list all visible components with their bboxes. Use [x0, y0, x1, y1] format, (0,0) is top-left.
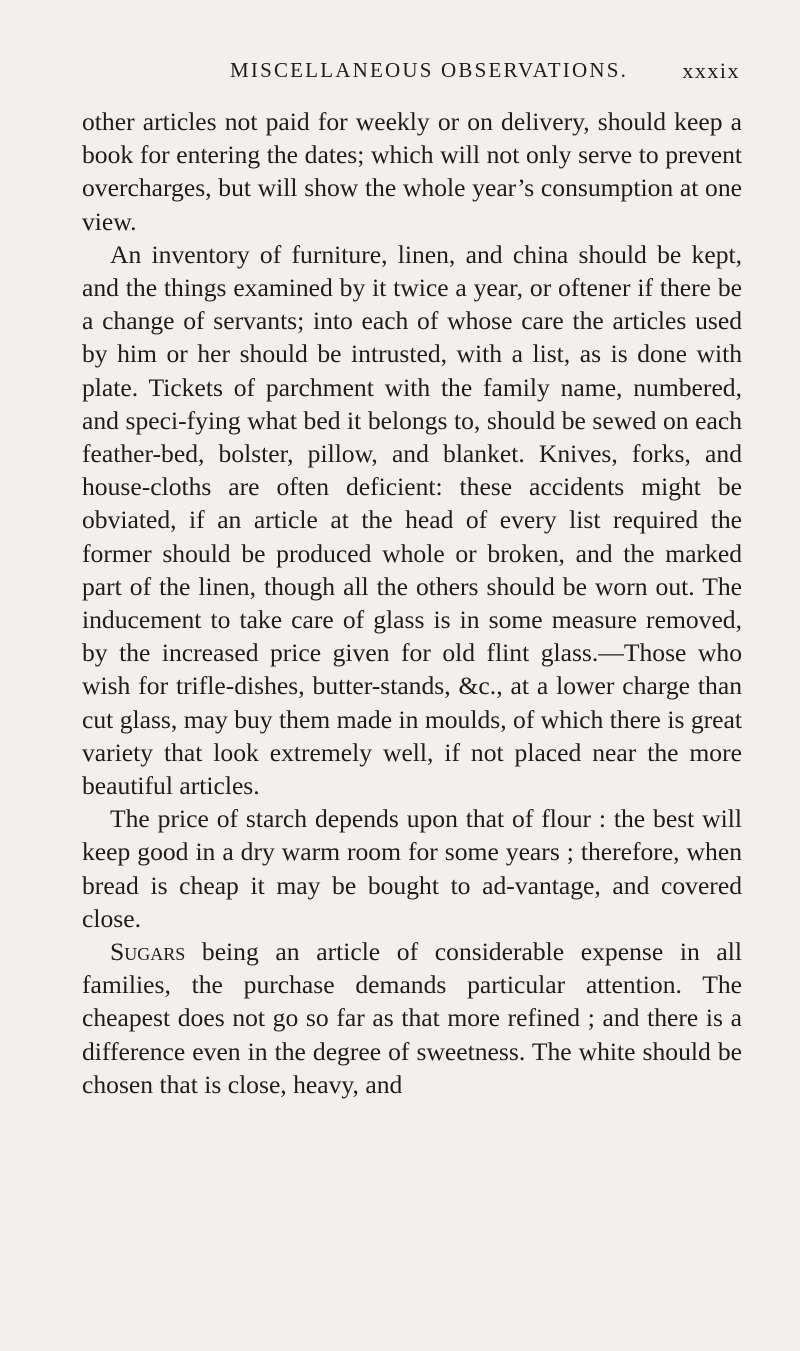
paragraph-starch: The price of starch depends upon that of flour : the best will keep good in a dry warm room for some years ; therefore, when bread is cheap it may be bought to ad-vantage, and covered close. [82, 804, 742, 933]
paragraph-sugars-lead: Sugars [110, 937, 186, 967]
page-number: xxxix [682, 58, 740, 83]
paragraph-sugars [82, 935, 742, 1101]
running-title: MISCELLANEOUS OBSERVATIONS. [230, 58, 629, 82]
running-head [0, 58, 800, 98]
paragraph-continuation: other articles not paid for weekly or on delivery, should keep a book for entering the dates; which will not only serve to prevent overcharges, but will show the whole year’s consumption at one view. [82, 107, 742, 236]
paragraph-inventory: An inventory of furniture, linen, and china should be kept, and the things examined by it twice a year, or oftener if there be a change of servants; into each of whose care the articles used by him or her should be intrusted, with a list, as is done with plate. Tickets of parchment with the family name, numbered, and speci-fying what bed it belongs to, should be sewed on each feather-bed, bolster, pillow, and blanket. Knives, forks, and house-cloths are often deficient: these accidents might be obviated, if an article at the head of every list required the former should be produced whole or broken, and the marked part of the linen, though all the others should be worn out. The inducement to take care of glass is in some measure removed, by the increased price given for old flint glass.—Those who wish for trifle-dishes, butter-stands, &c., at a lower charge than cut glass, may buy them made in moulds, of which there is great variety that look extremely well, if not placed near the more beautiful articles. [82, 239, 742, 801]
paragraph-sugars-text: being an article of considerable expense in all families, the purchase demands particular attention. The cheapest does not go so far as that more refined ; and there is a difference even in the degree of sweetness. The white should be chosen that is close, heavy, and [82, 937, 742, 1099]
body-text [82, 105, 742, 1101]
